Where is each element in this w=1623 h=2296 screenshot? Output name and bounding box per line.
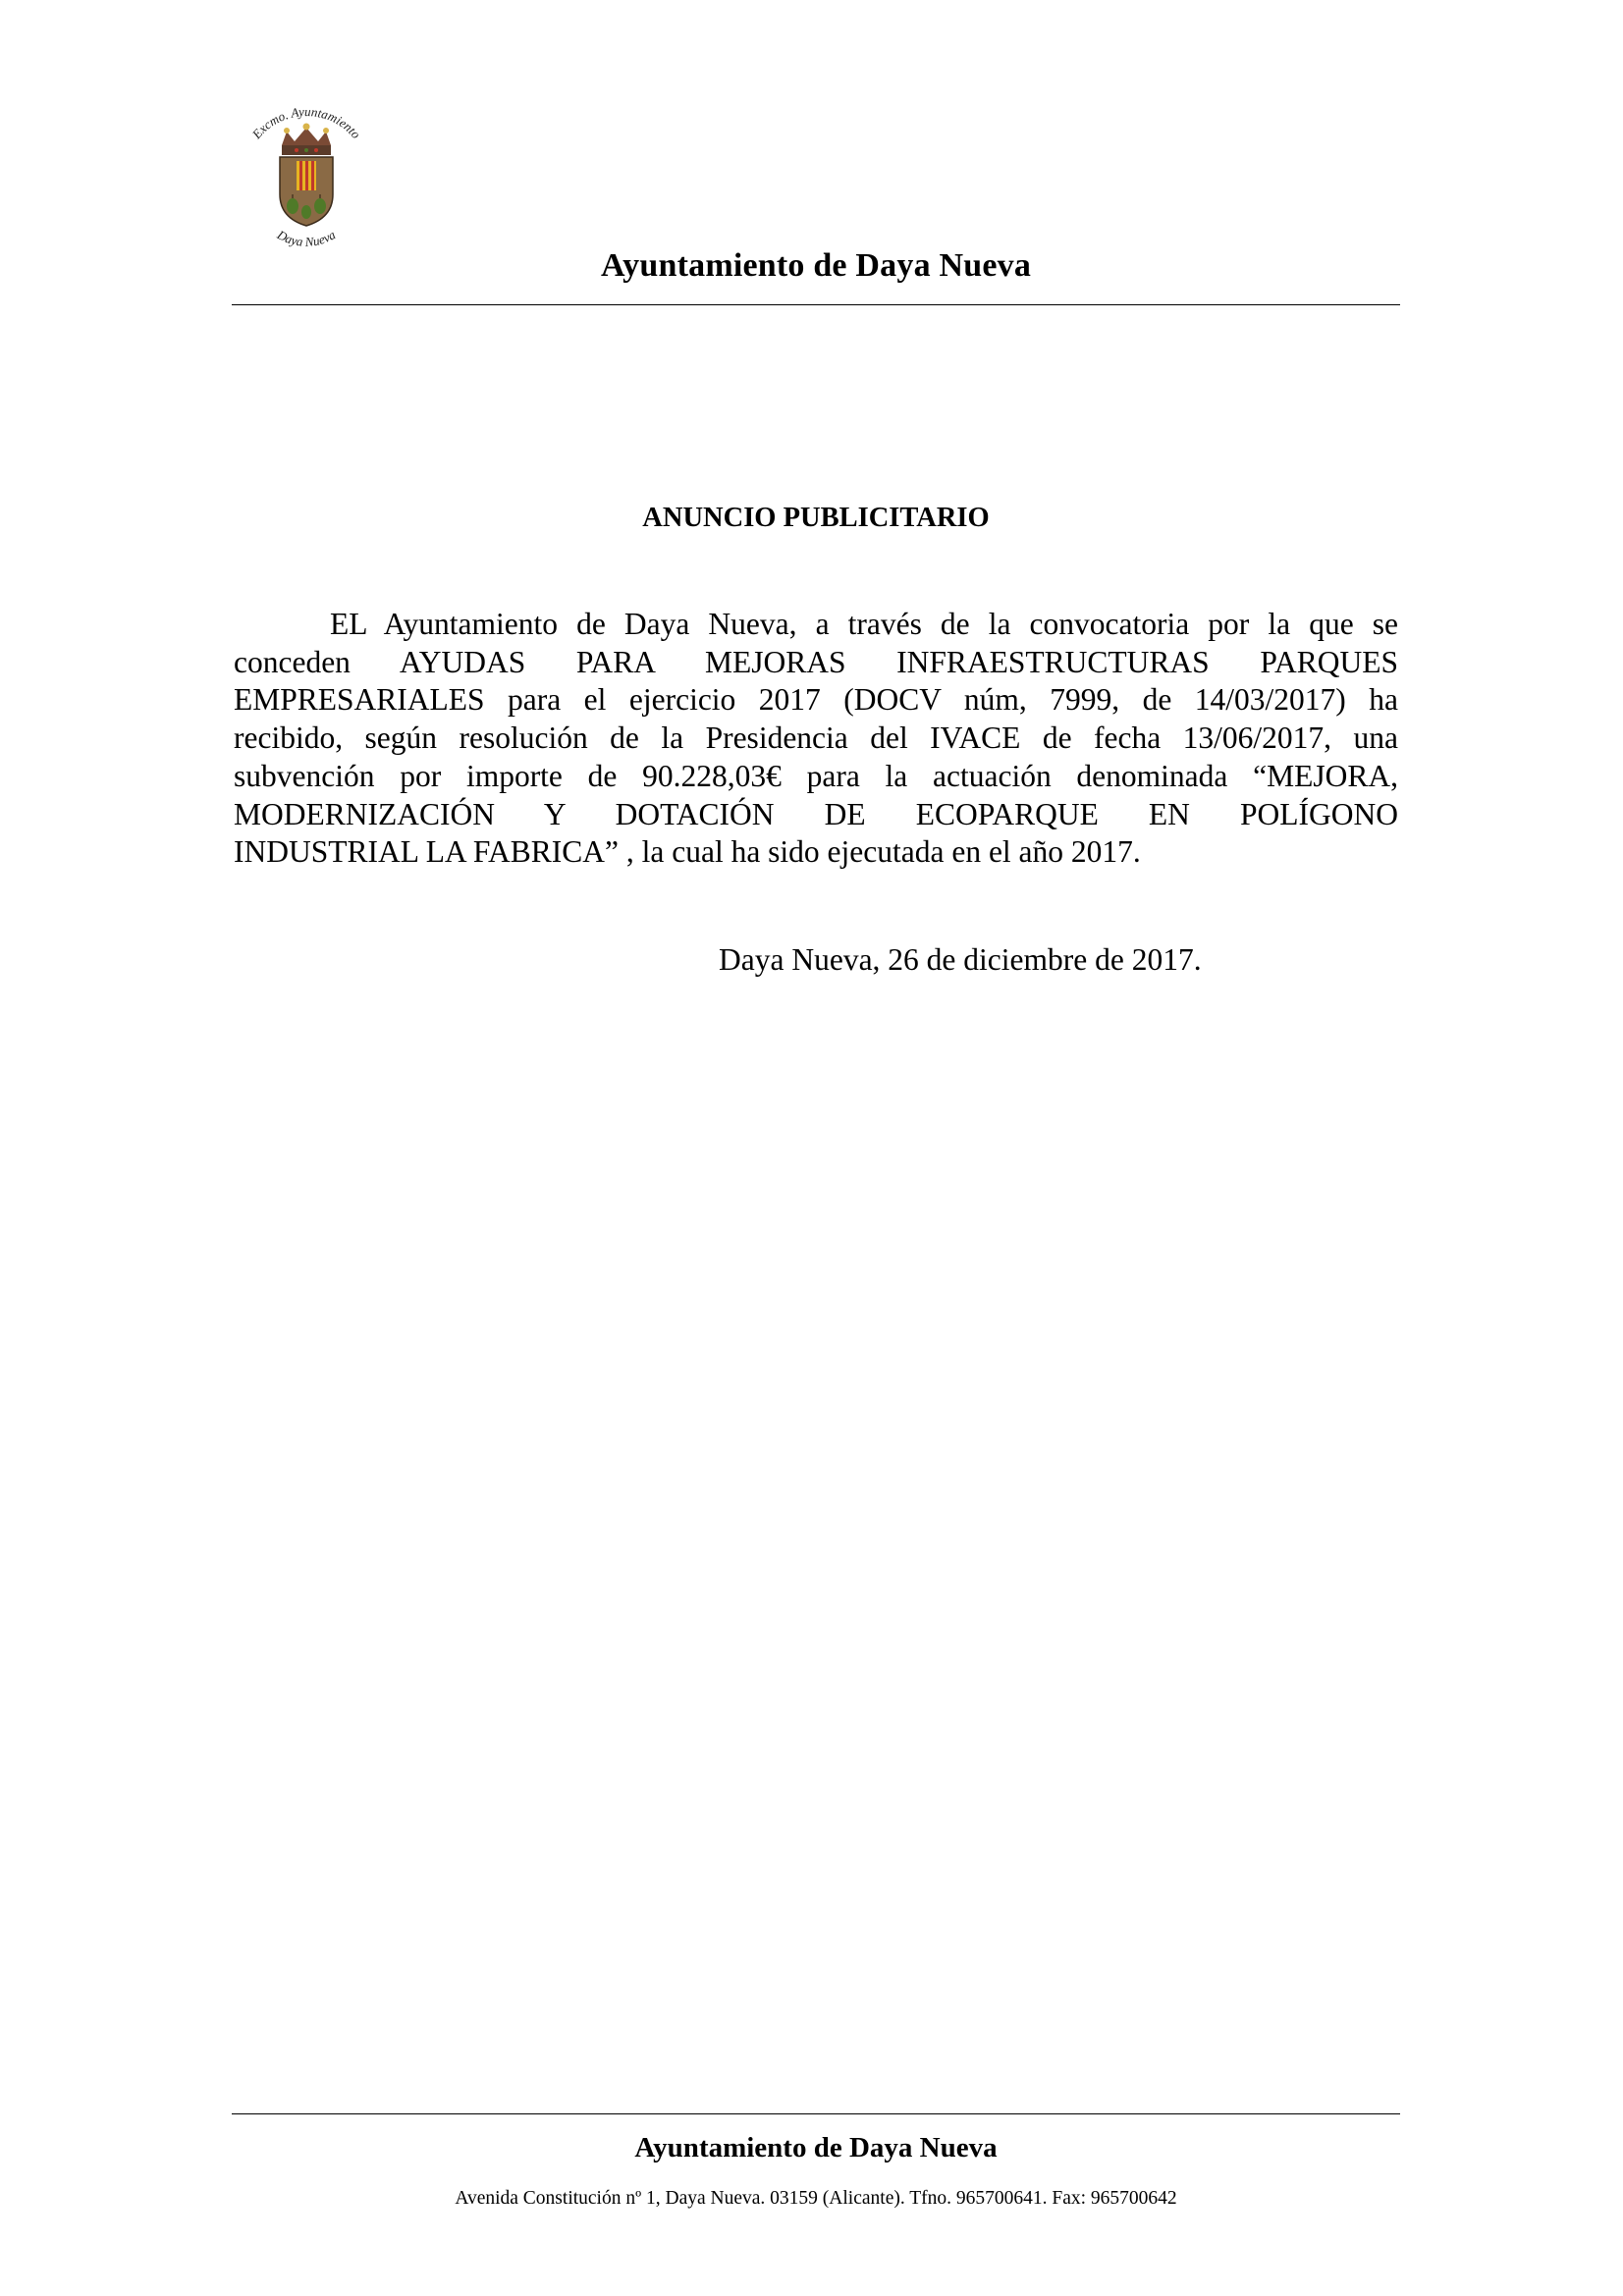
body-line: MODERNIZACIÓN Y DOTACIÓN DE ECOPARQUE EN POLÍGONO <box>234 796 1398 831</box>
shield-icon <box>280 157 333 226</box>
crown-icon <box>282 124 331 156</box>
footer-divider <box>232 2113 1400 2114</box>
footer-title: Ayuntamiento de Daya Nueva <box>634 2132 998 2163</box>
document-title: ANUNCIO PUBLICITARIO <box>642 503 990 533</box>
header-title: Ayuntamiento de Daya Nueva <box>600 247 1032 284</box>
coat-of-arms-icon <box>228 108 385 255</box>
footer-address: Avenida Constitución nº 1, Daya Nueva. 03159 (Alicante). Tfno. 965700641. Fax: 965700642 <box>455 2188 1177 2209</box>
logo-arc-top-text: Excmo. Ayuntamiento <box>248 108 364 142</box>
body-line: EMPRESARIALES para el ejercicio 2017 (DOCV núm, 7999, de 14/03/2017) ha <box>234 682 1398 718</box>
svg-text:Daya Nueva <box>274 227 339 249</box>
date-line: Daya Nueva, 26 de diciembre de 2017. <box>719 942 1202 977</box>
body-line: subvención por importe de 90.228,03€ para la actuación denominada “MEJORA, <box>234 758 1398 793</box>
header-divider <box>232 304 1400 305</box>
body-line: recibido, según resolución de la Presidencia del IVACE de fecha 13/06/2017, una <box>234 721 1398 756</box>
body-line: conceden AYUDAS PARA MEJORAS INFRAESTRUCTURAS PARQUES <box>234 644 1398 679</box>
announcement-body <box>234 606 1398 872</box>
body-line: INDUSTRIAL LA FABRICA” , la cual ha sido ejecutada en el año 2017. <box>234 834 1141 870</box>
body-line: EL Ayuntamiento de Daya Nueva, a través de la convocatoria por la que se <box>330 607 1398 641</box>
logo-arc-bottom-text: Daya Nueva <box>274 227 339 249</box>
